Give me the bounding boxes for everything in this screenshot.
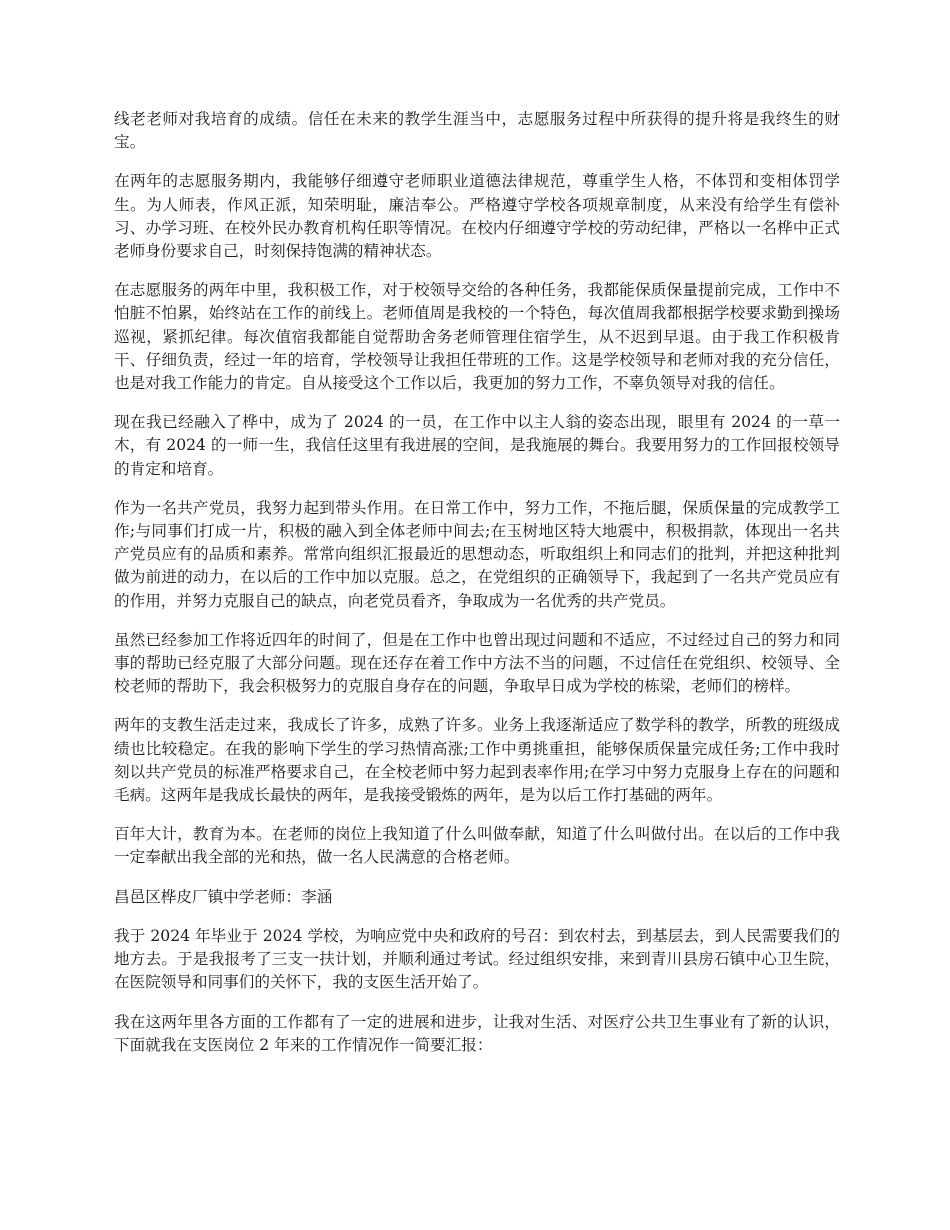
document-body — [114, 108, 840, 1073]
paragraph-6: 虽然已经参加工作将近四年的时间了，但是在工作中也曾出现过问题和不适应，不过经过自己的努力和同事的帮助已经克服了大部分问题。现在还存在着工作中方法不当的问题，不过信任在党组织、校领导、全校老师的帮助下，我会积极努力的克服自身存在的问题，争取早日成为学校的栋梁，老师们的榜样。 — [114, 630, 840, 696]
paragraph-10: 我于 2024 年毕业于 2024 学校，为响应党中央和政府的号召：到农村去，到基层去，到人民需要我们的地方去。于是我报考了三支一扶计划，并顺利通过考试。经过组织安排，来到青川县房石镇中心卫生院，在医院领导和同事们的关怀下，我的支医生活开始了。 — [114, 926, 840, 992]
paragraph-8: 百年大计，教育为本。在老师的岗位上我知道了什么叫做奉献，知道了什么叫做付出。在以后的工作中我一定奉献出我全部的光和热，做一名人民满意的合格老师。 — [114, 825, 840, 867]
paragraph-11: 我在这两年里各方面的工作都有了一定的进展和进步，让我对生活、对医疗公共卫生事业有了新的认识，下面就我在支医岗位 2 年来的工作情况作一简要汇报： — [114, 1012, 840, 1054]
paragraph-1: 线老老师对我培育的成绩。信任在未来的教学生涯当中，志愿服务过程中所获得的提升将是我终生的财宝。 — [114, 110, 840, 152]
paragraph-4: 现在我已经融入了桦中，成为了 2024 的一员，在工作中以主人翁的姿态出现，眼里有 2024 的一草一木，有 2024 的一师一生，我信任这里有我进展的空间，是我施展的舞台。我要用努力的工作回报校领导的肯定和培育。 — [114, 413, 840, 478]
paragraph-5: 作为一名共产党员，我努力起到带头作用。在日常工作中，努力工作，不拖后腿，保质保量的完成教学工作;与同事们打成一片，积极的融入到全体老师中间去;在玉树地区特大地震中，积极捐款，体现出一名共产党员应有的品质和素养。常常向组织汇报最近的思想动态，听取组织上和同志们的批判，并把这种批判做为前进的动力，在以后的工作中加以克服。总之，在党组织的正确领导下，我起到了一名共产党员应有的作用，并努力克服自己的缺点，向老党员看齐，争取成为一名优秀的共产党员。 — [114, 498, 840, 610]
paragraph-7: 两年的支教生活走过来，我成长了许多，成熟了许多。业务上我逐渐适应了数学科的教学，所教的班级成绩也比较稳定。在我的影响下学生的学习热情高涨;工作中勇挑重担，能够保质保量完成任务;工作中我时刻以共产党员的标准严格要求自己，在全校老师中努力起到表率作用;在学习中努力克服身上存在的问题和毛病。这两年是我成长最快的两年，是我接受锻炼的两年，是为以后工作打基础的两年。 — [114, 716, 840, 805]
signature-line: 昌邑区桦皮厂镇中学老师：李涵 — [114, 887, 333, 906]
paragraph-3: 在志愿服务的两年中里，我积极工作，对于校领导交给的各种任务，我都能保质保量提前完成，工作中不怕脏不怕累，始终站在工作的前线上。老师值周是我校的一个特色，每次值周我都根据学校要求勤到操场巡视，紧抓纪律。每次值宿我都能自觉帮助舍务老师管理住宿学生，从不迟到早退。由于我工作积极肯干、仔细负责，经过一年的培育，学校领导让我担任带班的工作。这是学校领导和老师对我的充分信任，也是对我工作能力的肯定。自从接受这个工作以后，我更加的努力工作，不辜负领导对我的信任。 — [114, 281, 840, 393]
paragraph-2: 在两年的志愿服务期内，我能够仔细遵守老师职业道德法律规范，尊重学生人格，不体罚和变相体罚学生。为人师表，作风正派，知荣明耻，廉洁奉公。严格遵守学校各项规章制度，从来没有给学生有偿补习、办学习班、在校外民办教育机构任职等情况。在校内仔细遵守学校的劳动纪律，严格以一名桦中正式老师身份要求自己，时刻保持饱满的精神状态。 — [114, 172, 840, 261]
